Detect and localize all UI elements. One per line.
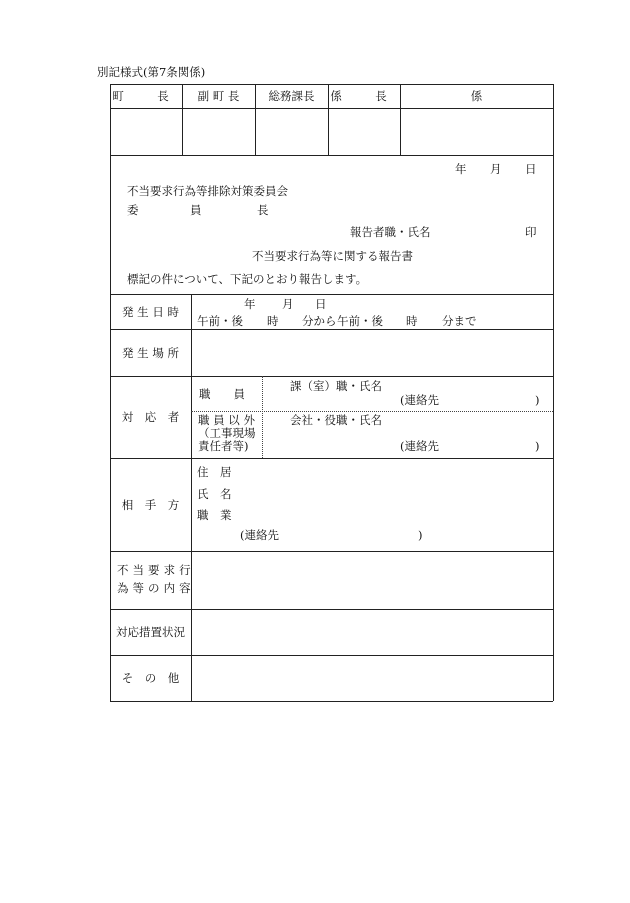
demand-content-label-1: 不当要求行 [117,563,195,577]
counterpart-contact-close: ) [418,528,423,542]
other-field[interactable] [192,656,552,700]
addressee-committee: 不当要求行為等排除対策委員会 [127,184,288,198]
responder-staff-contact-open: (連絡先 [400,393,439,407]
occurrence-time-label: 発 生 日 時 [122,304,179,319]
demand-content-field[interactable] [192,552,552,608]
responder-nonstaff-label-2: （工事現場 [198,426,256,440]
other-label: そ の 他 [121,671,180,685]
occurrence-to-minute: 分まで [442,314,477,328]
seal-mark: 印 [525,225,537,239]
counterpart-label: 相 手 方 [121,497,180,512]
responder-staff-field-label: 課（室）職・氏名 [290,379,382,393]
responder-staff-contact-close: ) [535,393,540,407]
occurrence-to-hour: 時 [406,314,418,328]
form-caption: 別記様式(第7条関係) [97,65,206,79]
occurrence-from-minute: 分から [302,314,337,328]
responder-nonstaff-label-3: 責任者等) [198,439,249,453]
reporter-name-label: 報告者職・氏名 [350,225,431,239]
responder-nonstaff-label-1: 職 員 以 外 [198,413,255,427]
approval-header-general-affairs-chief: 総務課長 [268,89,315,103]
addressee-title-b: 員 [190,203,202,217]
responder-nonstaff-field-label: 会社・役職・氏名 [290,413,382,427]
approval-header-deputy-mayor: 副 町 長 [197,89,240,103]
report-date-month: 月 [490,162,502,176]
demand-content-label-2: 為等の内容 [117,581,195,595]
counterpart-occupation-label: 職 業 [197,508,232,522]
report-date-year: 年 [455,162,467,176]
approval-stamp-section-chief[interactable] [329,109,399,154]
approval-stamp-mayor[interactable] [111,109,181,154]
measures-label: 対応措置状況 [116,625,185,639]
responder-nonstaff-contact-close: ) [535,439,540,453]
occurrence-year: 年 [244,297,256,311]
addressee-title-a: 委 [127,203,139,217]
approval-header-section-chief: 係 長 [330,89,398,103]
measures-field[interactable] [192,610,552,654]
approval-stamp-staff[interactable] [401,109,552,154]
report-intro: 標記の件について、下記のとおり報告します。 [127,272,368,286]
approval-stamp-general-affairs-chief[interactable] [256,109,327,154]
counterpart-contact-open: (連絡先 [240,528,279,542]
responder-nonstaff-contact-open: (連絡先 [400,439,439,453]
occurrence-day: 日 [315,297,327,311]
responder-staff-label: 職 員 [199,387,245,401]
occurrence-from-ampm: 午前・後 [197,314,243,328]
responder-label: 対 応 者 [121,410,180,424]
occurrence-month: 月 [282,297,294,311]
occurrence-place-field[interactable] [192,330,552,375]
counterpart-name-label: 氏 名 [197,487,232,501]
counterpart-address-label: 住 居 [197,465,232,479]
report-date-day: 日 [525,162,537,176]
occurrence-place-label: 発 生 場 所 [122,345,179,360]
report-title: 不当要求行為等に関する報告書 [252,249,413,263]
approval-stamp-deputy-mayor[interactable] [183,109,254,154]
addressee-title-c: 長 [257,203,269,217]
approval-header-staff: 係 [470,89,483,103]
approval-header-mayor: 町 長 [112,89,180,103]
occurrence-to-ampm: 午前・後 [337,314,383,328]
occurrence-from-hour: 時 [267,314,279,328]
